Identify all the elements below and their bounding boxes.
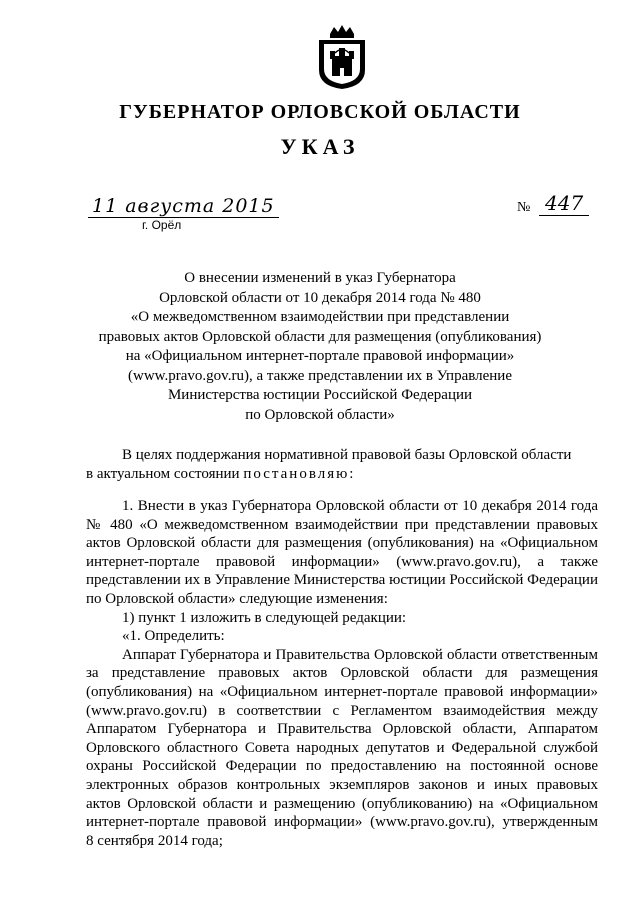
subject-line: по Орловской области» [245, 406, 395, 423]
organization-title: ГУБЕРНАТОР ОРЛОВСКОЙ ОБЛАСТИ [119, 101, 521, 123]
body-line: (опубликования) на «Официальном интернет-портале правовой информации» [86, 683, 598, 700]
preamble-line: В целях поддержания нормативной правовой базы Орловской области [122, 447, 572, 463]
body-line: 1. Внести в указ Губернатора Орловской области от 10 декабря 2014 года [122, 498, 598, 514]
number-label: № [517, 200, 531, 215]
preamble-text: в актуальном состоянии [86, 465, 244, 482]
decree-body [86, 497, 598, 850]
body-line: № 480 «О межведомственном взаимодействии при представлении правовых [86, 516, 598, 533]
handwritten-date: 11 августа 2015 [88, 195, 279, 218]
body-line: Орловского областного Совета народных депутатов и Федеральной службой [86, 739, 598, 756]
body-line: охраны Российской Федерации по предоставлению на постоянной основе [86, 758, 598, 775]
coat-of-arms-icon [315, 24, 369, 90]
subject-line: Министерства юстиции Российской Федерации [167, 387, 473, 403]
handwritten-number: 447 [539, 191, 589, 216]
document-type: УКАЗ [280, 134, 360, 159]
body-line: 8 сентября 2014 года; [86, 832, 223, 849]
body-line: за представление правовых актов Орловской области для размещения [86, 665, 598, 682]
subject-line: (www.pravo.gov.ru), а также представлении их в Управление [128, 367, 512, 384]
body-line: по Орловской области» следующие изменения: [86, 590, 388, 607]
body-line: представлении их в Управление Министерства юстиции Российской Федерации [86, 572, 598, 589]
body-line: Аппарат Губернатора и Правительства Орловской области ответственным [122, 646, 598, 663]
city-label: г. Орёл [142, 218, 182, 232]
body-line: (www.pravo.gov.ru) в соответствии с Регламентом взаимодействия между [86, 702, 598, 719]
body-line: интернет-портале правовой информации» (www.pravo.gov.ru), утвержденным [86, 814, 598, 831]
subject-line: Орловской области от 10 декабря 2014 года № 480 [159, 289, 481, 306]
decree-keyword: постановляю: [243, 465, 356, 482]
subject-line: О внесении изменений в указ Губернатора [184, 270, 456, 286]
body-line: актов Орловской области для размещения (опубликования) на «Официальном [86, 535, 598, 552]
body-line: актов Орловской области и размещению (опубликованию) на «Официальном [86, 795, 598, 812]
body-line: электронных образов контрольных экземпляров законов и иных правовых [86, 776, 598, 793]
document-subject [60, 269, 580, 425]
body-line: интернет-портале правовой информации» (www.pravo.gov.ru), а также [86, 553, 598, 570]
body-line: 1) пункт 1 изложить в следующей редакции: [122, 609, 407, 626]
subject-line: на «Официальном интернет-портале правовой информации» [125, 348, 515, 364]
subject-line: правовых актов Орловской области для размещения (опубликования) [98, 328, 542, 345]
body-line: Аппаратом Губернатора и Правительства Орловской области, Аппаратом [86, 721, 598, 738]
body-line: «1. Определить: [122, 628, 225, 645]
preamble-line [86, 465, 598, 484]
preamble-paragraph [86, 446, 598, 483]
subject-line: «О межведомственном взаимодействии при представлении [130, 309, 510, 325]
